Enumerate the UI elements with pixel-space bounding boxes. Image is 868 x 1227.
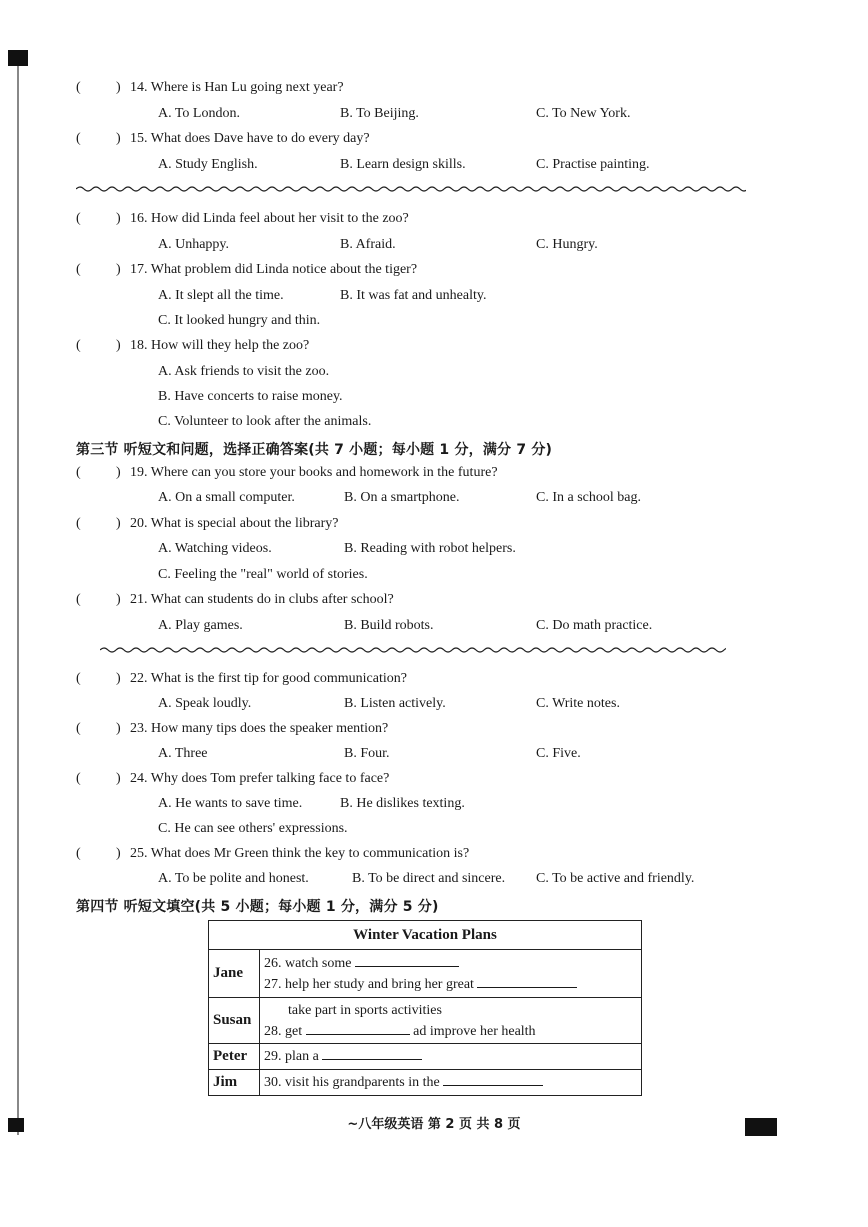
option-c: C. He can see others' expressions. [158, 821, 348, 836]
option-b: B. On a smartphone. [344, 490, 460, 505]
option-a: A. It slept all the time. [158, 288, 284, 303]
row-content [260, 1044, 642, 1070]
option-a: A. Play games. [158, 618, 243, 633]
table-row-peter [209, 1044, 642, 1070]
option-c: C. Write notes. [536, 696, 620, 711]
option-c: C. It looked hungry and thin. [158, 313, 321, 328]
question-text: 22. What is the first tip for good communication? [130, 671, 407, 686]
section-4-heading: 第四节 听短文填空(共 5 小题；每小题 1 分，满分 5 分) [76, 899, 439, 915]
option-c: C. To be active and friendly. [536, 871, 695, 886]
wavy-divider [100, 645, 726, 655]
option-a: A. On a small computer. [158, 490, 295, 505]
table-row-susan [209, 998, 642, 1044]
wavy-divider [76, 184, 746, 194]
answer-paren-open: ( [76, 771, 81, 786]
question-text: 25. What does Mr Green think the key to communication is? [130, 846, 470, 861]
question-text: 14. Where is Han Lu going next year? [130, 80, 344, 95]
question-text: 17. What problem did Linda notice about the tiger? [130, 262, 418, 277]
item-27: 27. help her study and bring her great [264, 976, 474, 992]
answer-paren-close: ) [116, 131, 121, 146]
row-name: Jim [209, 1070, 260, 1096]
option-c: C. Do math practice. [536, 618, 653, 633]
option-a: A. Speak loudly. [158, 696, 252, 711]
answer-paren-close: ) [116, 846, 121, 861]
question-text: 19. Where can you store your books and homework in the future? [130, 465, 498, 480]
answer-paren-open: ( [76, 131, 81, 146]
table-row-jim [209, 1070, 642, 1096]
winter-vacation-plans-table [208, 920, 642, 1096]
option-c: C. Feeling the "real" world of stories. [158, 567, 368, 582]
option-b: B. Listen actively. [344, 696, 446, 711]
item-28-line1: take part in sports activities [288, 1002, 442, 1018]
question-text: 16. How did Linda feel about her visit to the zoo? [130, 211, 409, 226]
option-b: B. It was fat and unhealty. [340, 288, 487, 303]
blank-27[interactable] [477, 977, 577, 988]
item-29: 29. plan a [264, 1048, 319, 1064]
option-b: B. Afraid. [340, 237, 396, 252]
blank-28[interactable] [306, 1024, 410, 1035]
item-28: 28. get [264, 1023, 303, 1039]
item-28-line2: ad improve her health [413, 1023, 536, 1039]
option-c: C. Five. [536, 746, 581, 761]
top-left-registration-mark [8, 50, 28, 66]
row-name: Jane [209, 950, 260, 998]
option-a: A. Watching videos. [158, 541, 272, 556]
answer-paren-open: ( [76, 721, 81, 736]
answer-paren-open: ( [76, 671, 81, 686]
blank-26[interactable] [355, 956, 459, 967]
item-30: 30. visit his grandparents in the [264, 1074, 440, 1090]
option-a: A. He wants to save time. [158, 796, 303, 811]
option-b: B. To Beijing. [340, 106, 419, 121]
answer-paren-close: ) [116, 465, 121, 480]
option-a: A. Study English. [158, 157, 258, 172]
page-footer: ~八年级英语 第 2 页 共 8 页 [347, 1117, 521, 1132]
answer-paren-open: ( [76, 211, 81, 226]
option-c: C. Practise painting. [536, 157, 650, 172]
row-name: Susan [209, 998, 260, 1044]
option-b: B. Have concerts to raise money. [158, 389, 343, 404]
answer-paren-close: ) [116, 262, 121, 277]
answer-paren-close: ) [116, 211, 121, 226]
question-text: 20. What is special about the library? [130, 516, 339, 531]
table-title: Winter Vacation Plans [209, 921, 642, 950]
answer-paren-close: ) [116, 338, 121, 353]
row-name: Peter [209, 1044, 260, 1070]
left-margin-line [17, 60, 19, 1135]
question-text: 21. What can students do in clubs after school? [130, 592, 394, 607]
option-b: B. Four. [344, 746, 390, 761]
question-text: 18. How will they help the zoo? [130, 338, 310, 353]
answer-paren-close: ) [116, 721, 121, 736]
option-b: B. He dislikes texting. [340, 796, 465, 811]
answer-paren-close: ) [116, 80, 121, 95]
answer-paren-close: ) [116, 771, 121, 786]
answer-paren-open: ( [76, 80, 81, 95]
answer-paren-open: ( [76, 338, 81, 353]
option-c: C. To New York. [536, 106, 631, 121]
option-c: C. Hungry. [536, 237, 598, 252]
answer-paren-open: ( [76, 465, 81, 480]
option-a: A. Three [158, 746, 208, 761]
option-b: B. Reading with robot helpers. [344, 541, 516, 556]
question-text: 24. Why does Tom prefer talking face to face? [130, 771, 390, 786]
option-a: A. Ask friends to visit the zoo. [158, 364, 330, 379]
table-row-jane [209, 950, 642, 998]
answer-paren-close: ) [116, 592, 121, 607]
answer-paren-open: ( [76, 846, 81, 861]
option-c: C. Volunteer to look after the animals. [158, 414, 372, 429]
answer-paren-close: ) [116, 516, 121, 531]
question-text: 23. How many tips does the speaker mention? [130, 721, 389, 736]
question-text: 15. What does Dave have to do every day? [130, 131, 370, 146]
option-b: B. To be direct and sincere. [352, 871, 506, 886]
row-content [260, 1070, 642, 1096]
section-3-heading: 第三节 听短文和问题，选择正确答案(共 7 小题；每小题 1 分，满分 7 分) [76, 442, 553, 458]
row-content [260, 950, 642, 998]
option-a: A. Unhappy. [158, 237, 230, 252]
option-b: B. Learn design skills. [340, 157, 466, 172]
answer-paren-open: ( [76, 592, 81, 607]
option-b: B. Build robots. [344, 618, 434, 633]
row-content [260, 998, 642, 1044]
blank-29[interactable] [322, 1049, 422, 1060]
option-a: A. To be polite and honest. [158, 871, 309, 886]
answer-paren-open: ( [76, 262, 81, 277]
item-26: 26. watch some [264, 955, 352, 971]
answer-paren-close: ) [116, 671, 121, 686]
option-a: A. To London. [158, 106, 240, 121]
answer-paren-open: ( [76, 516, 81, 531]
blank-30[interactable] [443, 1075, 543, 1086]
option-c: C. In a school bag. [536, 490, 641, 505]
